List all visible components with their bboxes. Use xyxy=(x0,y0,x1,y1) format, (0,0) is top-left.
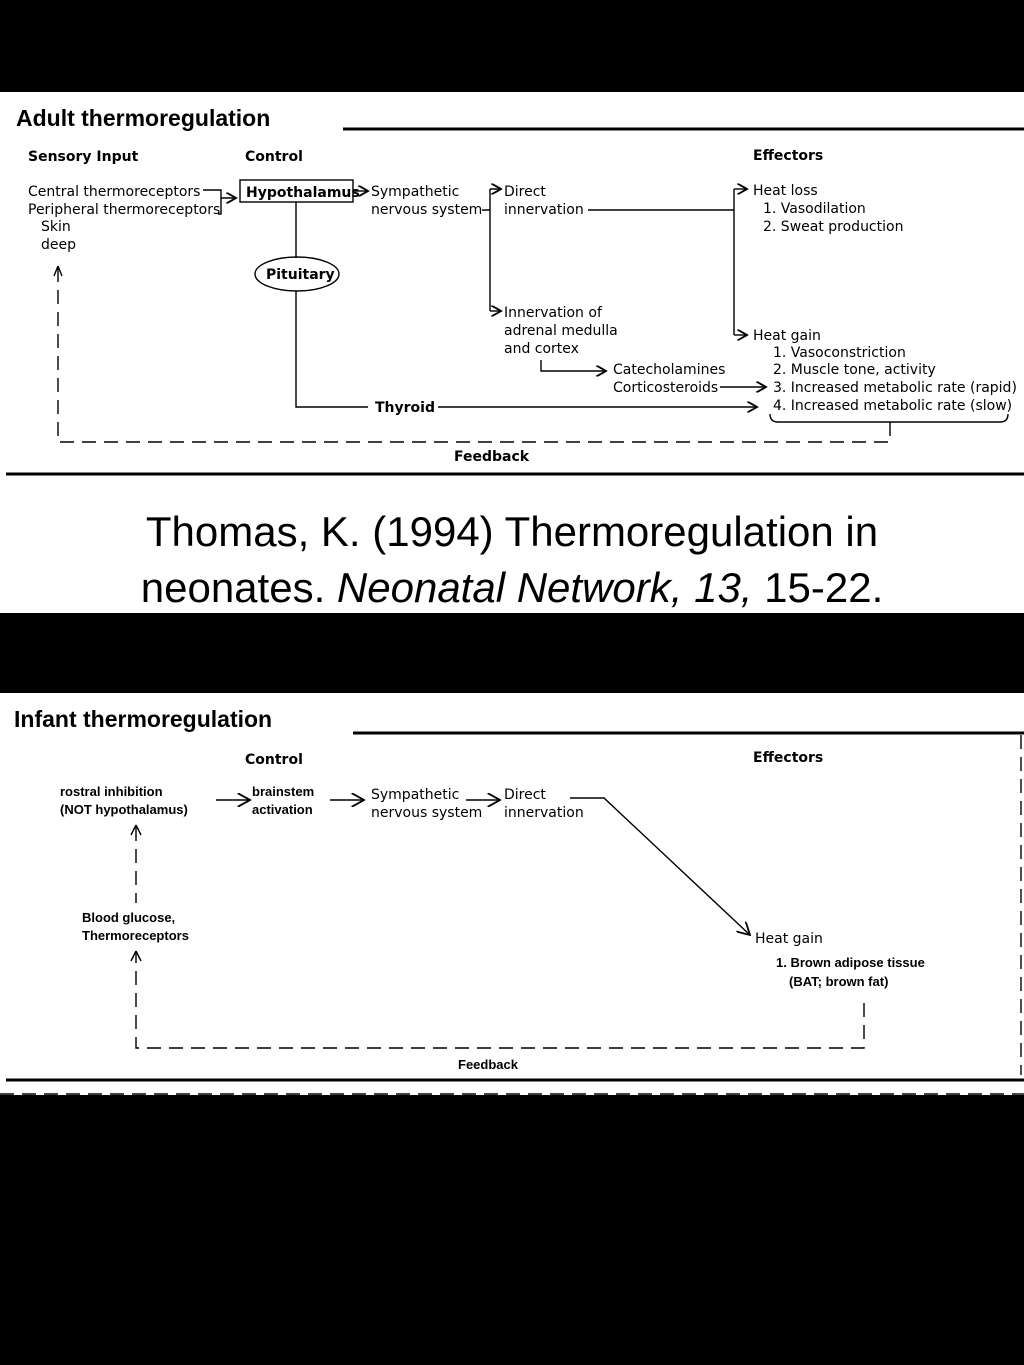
adrenal-line2: adrenal medulla xyxy=(504,323,618,339)
citation-line-1: Thomas, K. (1994) Thermoregulation in xyxy=(145,508,879,555)
feedback-label: Feedback xyxy=(454,449,530,465)
sympathetic-label: Sympathetic xyxy=(371,184,460,200)
brainstem-line1: brainstem xyxy=(252,784,315,799)
hypothalamus-label: Hypothalamus xyxy=(246,185,360,201)
rostral-line2: (NOT hypothalamus) xyxy=(60,802,188,817)
heat-loss-item-2: 2. Sweat production xyxy=(763,219,904,235)
heat-gain-item-1: 1. Vasoconstriction xyxy=(773,345,906,361)
sensory-arrow xyxy=(203,190,236,198)
thermoreceptors: Thermoreceptors xyxy=(82,928,189,943)
skin-label: Skin xyxy=(41,219,71,235)
nervous-system-label: nervous system xyxy=(371,202,483,218)
infant-header-control: Control xyxy=(245,752,303,768)
infant-heat-gain: Heat gain xyxy=(755,931,823,947)
heat-gain-item-3: 3. Increased metabolic rate (rapid) xyxy=(773,380,1017,396)
bat-line1: 1. Brown adipose tissue xyxy=(776,955,925,970)
heat-loss-title: Heat loss xyxy=(753,183,818,199)
feedback-loop xyxy=(58,264,890,442)
effector-bracket xyxy=(770,414,1008,422)
direct-label: Direct xyxy=(504,184,546,200)
citation xyxy=(0,504,1024,616)
infant-diagram xyxy=(0,695,1024,1095)
rostral-line1: rostral inhibition xyxy=(60,784,163,799)
infant-feedback-loop xyxy=(136,953,864,1048)
infant-nervous-system: nervous system xyxy=(371,805,483,821)
adrenal-line1: Innervation of xyxy=(504,305,602,321)
central-thermoreceptors: Central thermoreceptors xyxy=(28,184,201,200)
infant-title: Infant thermoregulation xyxy=(14,706,273,732)
deep-label: deep xyxy=(41,237,76,253)
infant-direct: Direct xyxy=(504,787,546,803)
pituitary-label: Pituitary xyxy=(266,267,335,283)
adult-title: Adult thermoregulation xyxy=(16,105,271,131)
journal-title: Neonatal Network, 13, xyxy=(336,564,753,611)
infant-diagram-panel xyxy=(0,693,1024,1095)
direct-to-heat-gain-arrow xyxy=(570,798,750,935)
thyroid-label: Thyroid xyxy=(375,400,435,416)
peripheral-thermoreceptors: Peripheral thermoreceptors xyxy=(28,202,221,218)
infant-sympathetic: Sympathetic xyxy=(371,787,460,803)
blood-glucose: Blood glucose, xyxy=(82,910,176,925)
heat-gain-item-2: 2. Muscle tone, activity xyxy=(773,362,936,378)
adrenal-line3: and cortex xyxy=(504,341,579,357)
header-control: Control xyxy=(245,149,303,165)
corticosteroids-label: Corticosteroids xyxy=(613,380,719,396)
bat-line2: (BAT; brown fat) xyxy=(789,974,889,989)
innervation-label: innervation xyxy=(504,202,584,218)
heat-gain-title: Heat gain xyxy=(753,328,821,344)
adult-diagram xyxy=(0,92,1024,480)
infant-innervation: innervation xyxy=(504,805,584,821)
header-sensory: Sensory Input xyxy=(28,149,139,165)
infant-header-effectors: Effectors xyxy=(753,750,824,766)
heat-gain-item-4: 4. Increased metabolic rate (slow) xyxy=(773,398,1013,414)
adult-diagram-panel xyxy=(0,92,1024,480)
citation-line-2: neonates. Neonatal Network, 13, 15-22. xyxy=(140,564,884,611)
header-effectors: Effectors xyxy=(753,148,824,164)
infant-feedback-label: Feedback xyxy=(458,1057,518,1072)
catecholamines-label: Catecholamines xyxy=(613,362,726,378)
brainstem-line2: activation xyxy=(252,802,313,817)
heat-loss-item-1: 1. Vasodilation xyxy=(763,201,866,217)
